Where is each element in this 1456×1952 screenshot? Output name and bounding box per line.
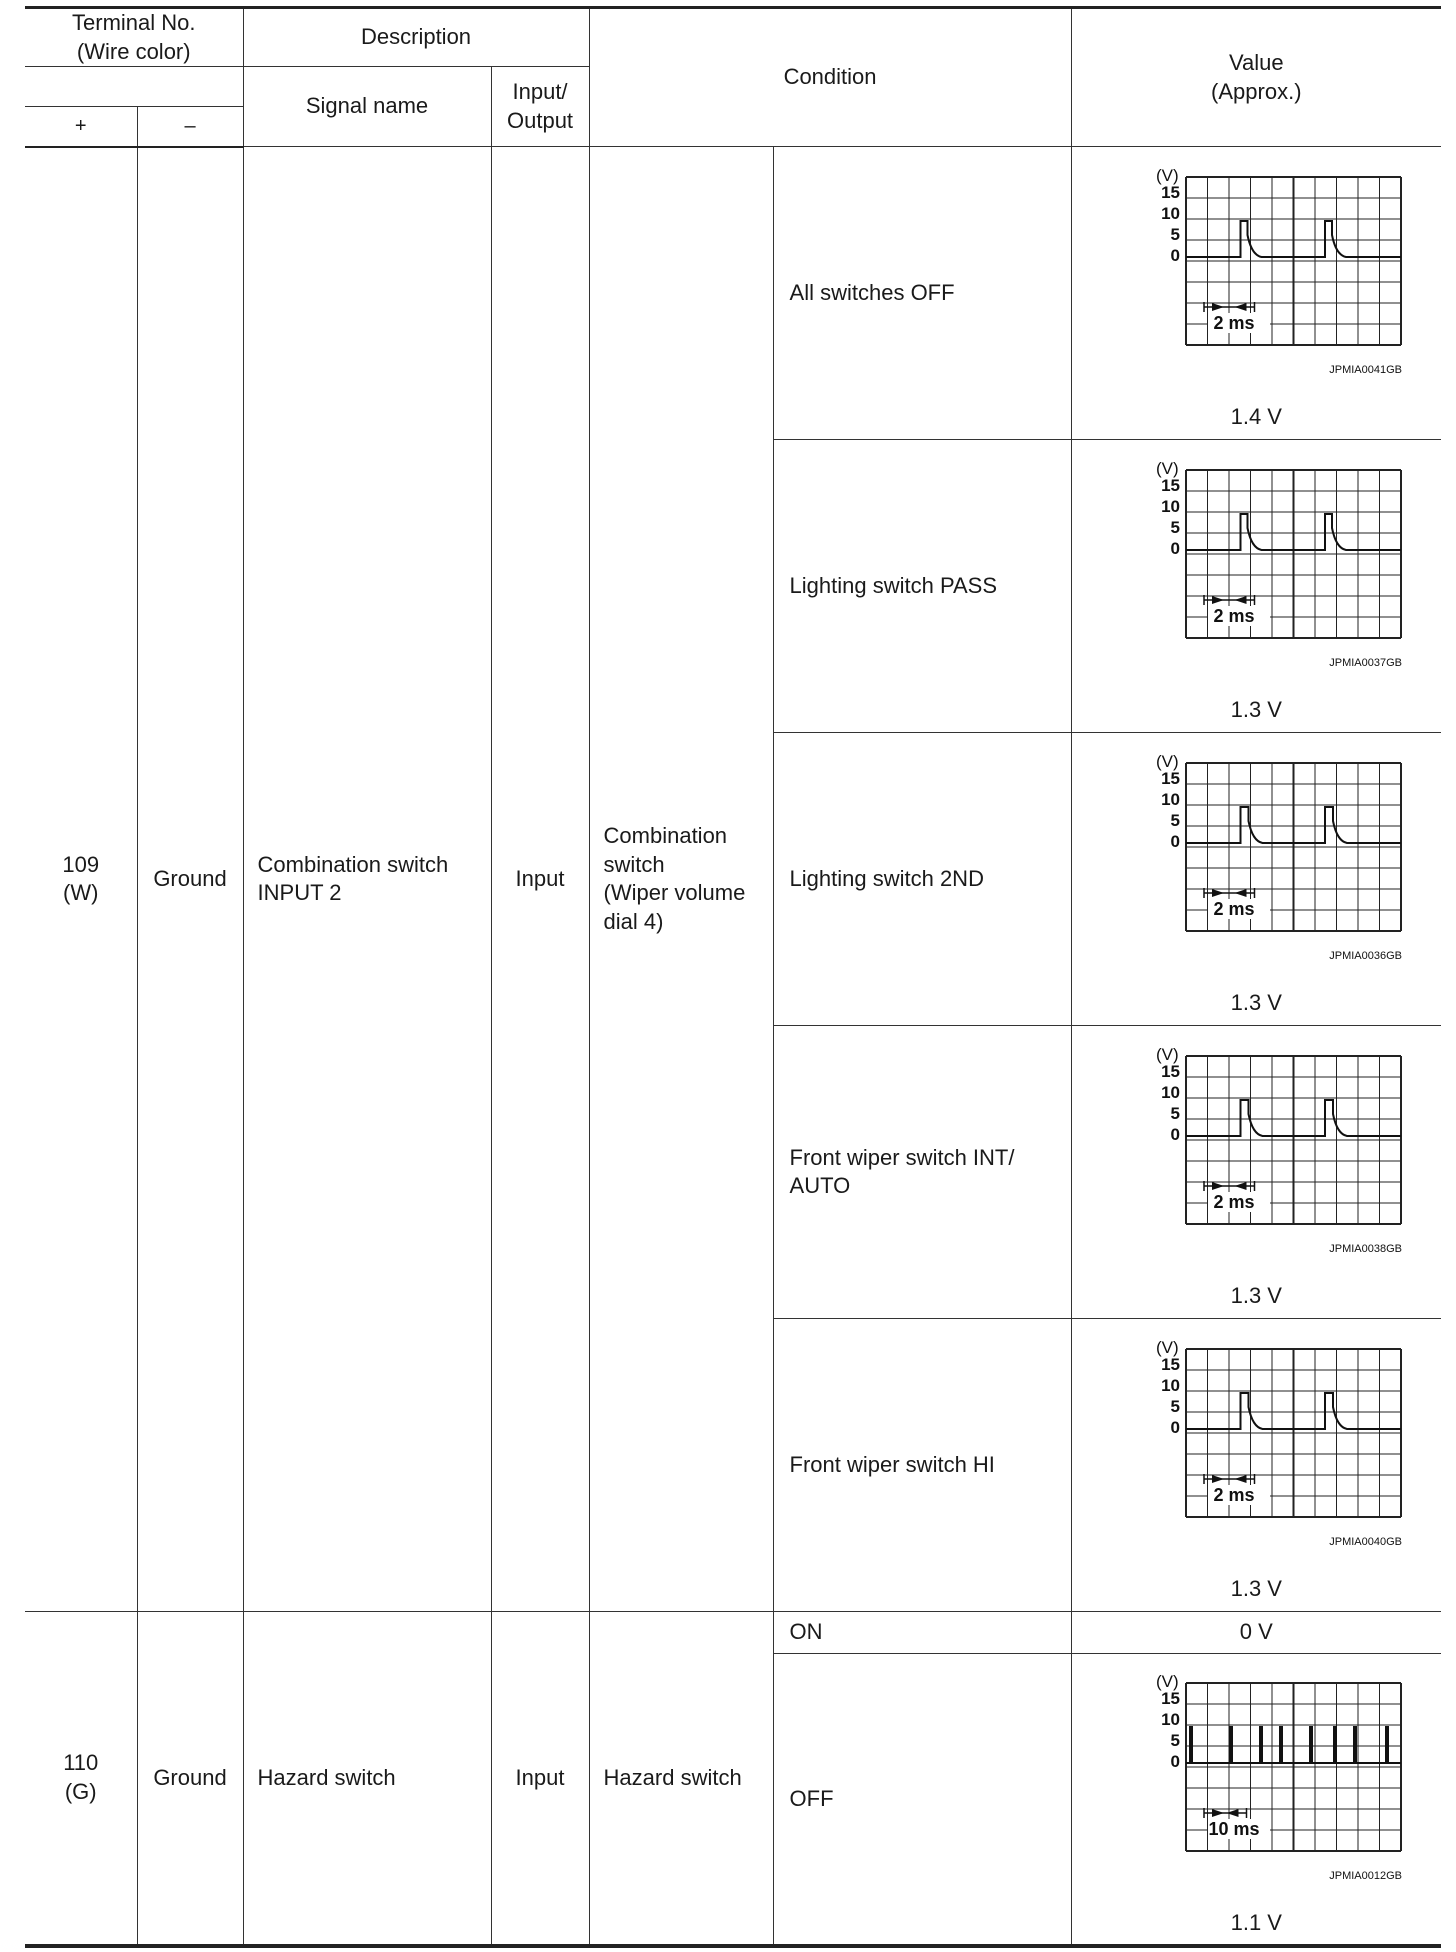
time-label: 2 ms — [1213, 605, 1255, 626]
terminal-plus-109: 109 — [62, 851, 100, 877]
value-reading: 1.3 V — [1230, 1282, 1282, 1308]
condition-hazard-off: OFF — [773, 1654, 1071, 1946]
tick-label: 0 — [1170, 245, 1181, 265]
signal-name-110: Hazard switch — [243, 1612, 491, 1946]
condition-hazard-on: ON — [773, 1612, 1071, 1654]
time-marker-arrow — [1235, 596, 1247, 604]
header-io-line2: Output — [507, 107, 574, 133]
unit-label: (V) — [1156, 1337, 1179, 1357]
terminal-109-cell — [25, 147, 137, 1612]
waveform-graph — [1106, 741, 1406, 991]
condition-front-wiper-hi: Front wiper switch HI — [773, 1319, 1071, 1612]
waveform-graph — [1106, 1327, 1406, 1577]
tick-label: 15 — [1161, 1354, 1181, 1374]
condition-front-wiper-int-line2: AUTO — [789, 1173, 851, 1199]
condition-group-110: Hazard switch — [589, 1612, 773, 1946]
value-reading: 1.3 V — [1230, 1575, 1282, 1601]
unit-label: (V) — [1156, 458, 1179, 478]
tick-label: 0 — [1170, 1124, 1181, 1144]
tick-label: 10 — [1161, 1375, 1181, 1395]
time-marker-arrow — [1212, 596, 1224, 604]
graph-id-label: JPMIA0036GB — [1329, 949, 1403, 962]
condition-lighting-2nd: Lighting switch 2ND — [773, 733, 1071, 1026]
tick-label: 10 — [1161, 496, 1181, 516]
tick-label: 5 — [1170, 1396, 1181, 1416]
header-signal-name: Signal name — [243, 67, 491, 147]
tick-label: 10 — [1161, 1082, 1181, 1102]
header-terminal-no — [25, 8, 243, 67]
header-minus: – — [137, 107, 243, 147]
time-marker-arrow — [1212, 1809, 1224, 1817]
time-marker-arrow — [1235, 1182, 1247, 1190]
spec-table-sheet — [25, 6, 1441, 1948]
tick-label: 10 — [1161, 203, 1181, 223]
time-marker-arrow — [1227, 1809, 1239, 1817]
header-io-line1: Input/ — [512, 79, 568, 105]
tick-label: 15 — [1161, 1061, 1181, 1081]
terminal-minus-109: Ground — [137, 147, 243, 1612]
header-plus: + — [25, 107, 137, 147]
header-approx-label: (Approx.) — [1211, 78, 1302, 104]
tick-label: 15 — [1161, 768, 1181, 788]
time-marker-arrow — [1235, 1475, 1247, 1483]
condition-group-109 — [589, 147, 773, 1612]
time-label: 2 ms — [1213, 1484, 1255, 1505]
unit-label: (V) — [1156, 751, 1179, 771]
time-marker-arrow — [1212, 1475, 1224, 1483]
tick-label: 5 — [1170, 810, 1181, 830]
value-cell-front-wiper-hi — [1071, 1319, 1441, 1612]
tick-label: 0 — [1170, 831, 1181, 851]
time-marker-arrow — [1235, 303, 1247, 311]
io-110: Input — [491, 1612, 589, 1946]
value-cell-lighting-2nd — [1071, 733, 1441, 1026]
tick-label: 5 — [1170, 224, 1181, 244]
time-marker-arrow — [1235, 889, 1247, 897]
tick-label: 5 — [1170, 1730, 1181, 1750]
signal-name-109 — [243, 147, 491, 1612]
time-label: 2 ms — [1213, 1191, 1255, 1212]
header-description: Description — [243, 8, 589, 67]
graph-id-label: JPMIA0040GB — [1329, 1535, 1403, 1548]
unit-label: (V) — [1156, 1044, 1179, 1064]
waveform-graph — [1106, 1034, 1406, 1284]
header-condition: Condition — [589, 8, 1071, 147]
graph-id-label: JPMIA0038GB — [1329, 1242, 1403, 1255]
terminal-minus-110: Ground — [137, 1612, 243, 1946]
condition-lighting-pass: Lighting switch PASS — [773, 440, 1071, 733]
condition-group-109-line2: switch — [603, 851, 665, 877]
condition-group-109-line1: Combination — [603, 823, 728, 848]
waveform-graph — [1106, 155, 1406, 405]
tick-label: 0 — [1170, 1751, 1181, 1771]
time-label: 2 ms — [1213, 898, 1255, 919]
signal-name-109-line1: Combination switch — [257, 851, 449, 877]
condition-group-109-line4: dial 4) — [603, 908, 664, 934]
tick-label: 15 — [1161, 1688, 1181, 1708]
terminal-plus-110: 110 — [63, 1750, 99, 1776]
tick-label: 5 — [1170, 1103, 1181, 1123]
wire-color-109: (W) — [63, 880, 99, 906]
tick-label: 5 — [1170, 517, 1181, 537]
header-terminal-no-label: Terminal No. — [72, 10, 196, 35]
io-109: Input — [491, 147, 589, 1612]
value-reading: 1.1 V — [1230, 1909, 1282, 1935]
terminal-110-cell — [25, 1612, 137, 1946]
time-marker-arrow — [1212, 889, 1224, 897]
signal-name-109-line2: INPUT 2 — [257, 880, 342, 906]
wire-color-110: (G) — [64, 1778, 97, 1804]
value-cell-front-wiper-int — [1071, 1026, 1441, 1319]
time-label: 2 ms — [1213, 312, 1255, 333]
graph-id-label: JPMIA0037GB — [1329, 656, 1403, 669]
value-reading: 1.3 V — [1230, 696, 1282, 722]
tick-label: 10 — [1161, 1709, 1181, 1729]
value-reading: 1.4 V — [1230, 403, 1282, 429]
tick-label: 15 — [1161, 182, 1181, 202]
header-wire-color-label: (Wire color) — [76, 38, 191, 64]
value-cell-hazard-off — [1071, 1654, 1441, 1946]
tick-label: 10 — [1161, 789, 1181, 809]
time-marker-arrow — [1212, 1182, 1224, 1190]
value-cell-lighting-pass — [1071, 440, 1441, 733]
condition-front-wiper-int-line1: Front wiper switch INT/ — [789, 1144, 1015, 1170]
condition-group-109-line3: (Wiper volume — [603, 880, 746, 906]
unit-label: (V) — [1156, 165, 1179, 185]
time-label: 10 ms — [1208, 1818, 1260, 1839]
condition-all-switches-off: All switches OFF — [773, 147, 1071, 440]
tick-label: 0 — [1170, 538, 1181, 558]
tick-label: 15 — [1161, 475, 1181, 495]
header-input-output — [491, 67, 589, 147]
graph-id-label: JPMIA0012GB — [1329, 1869, 1403, 1882]
time-marker-arrow — [1212, 303, 1224, 311]
waveform-graph — [1106, 448, 1406, 698]
tick-label: 0 — [1170, 1417, 1181, 1437]
waveform-graph — [1106, 1661, 1406, 1911]
header-value-label: Value — [1228, 50, 1284, 75]
graph-id-label: JPMIA0041GB — [1329, 363, 1403, 376]
value-reading: 1.3 V — [1230, 989, 1282, 1015]
header-value — [1071, 8, 1441, 147]
condition-front-wiper-int-auto — [773, 1026, 1071, 1319]
value-hazard-on: 0 V — [1071, 1612, 1441, 1654]
value-cell-all-switches-off — [1071, 147, 1441, 440]
terminal-spec-table — [25, 6, 1441, 1948]
unit-label: (V) — [1156, 1671, 1179, 1691]
